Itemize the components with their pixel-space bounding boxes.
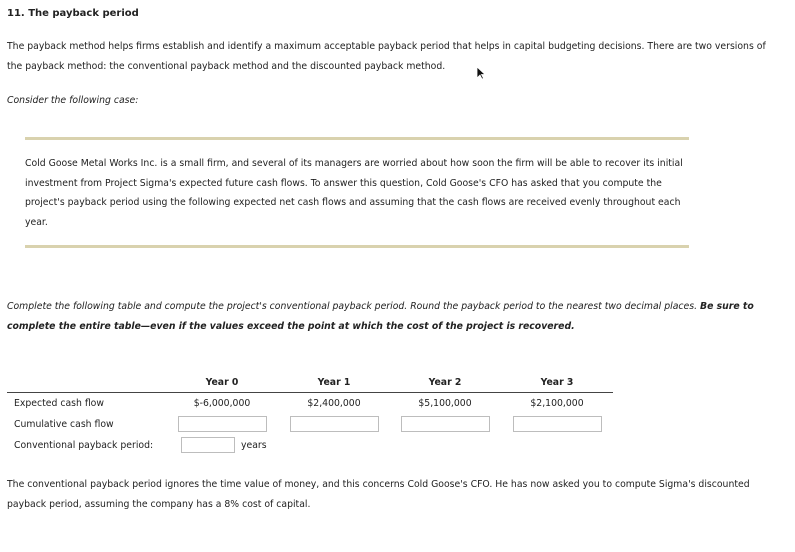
followup-paragraph: The conventional payback period ignores the time value of money, and this concerns Cold Goose's CFO. He has now asked you to compute Sigma's discounted payback period, assuming the company has a 8% cost of capital. xyxy=(7,479,750,510)
header-year-1: Year 1 xyxy=(317,377,351,388)
case-paragraph: Cold Goose Metal Works Inc. is a small firm, and several of its managers are worried about how soon the firm will be able to recover its initial investment from Project Sigma's expected future cash flows. To answer this question, Cold Goose's CFO has asked that you compute the project's payback period using the following expected net cash flows and assuming that the cash flows are received evenly throughout each year. xyxy=(25,158,683,228)
header-year-2: Year 2 xyxy=(428,377,462,388)
cumulative-cash-flow-year-3-input[interactable] xyxy=(513,416,602,432)
mouse-pointer-icon xyxy=(476,66,486,80)
table-header-rule xyxy=(7,392,613,393)
consider-label: Consider the following case: xyxy=(7,95,139,106)
instruction-bold-text: Be sure to complete the entire table—even if the values exceed the point at which the cost of the project is recovered. xyxy=(7,301,754,332)
case-bottom-divider xyxy=(25,245,689,248)
header-year-0: Year 0 xyxy=(205,377,239,388)
cumulative-cash-flow-year-1-input[interactable] xyxy=(290,416,379,432)
payback-period-input[interactable] xyxy=(181,437,235,453)
expected-cash-flow-year-1: $2,400,000 xyxy=(307,398,361,409)
intro-paragraph: The payback method helps firms establish and identify a maximum acceptable payback period that helps in capital budgeting decisions. There are two versions of the payback method: the conventional payback method and the discounted payback method. xyxy=(7,41,766,72)
question-title: 11. The payback period xyxy=(7,8,139,19)
cumulative-cash-flow-year-2-input[interactable] xyxy=(401,416,490,432)
payback-period-label: Conventional payback period: xyxy=(14,440,154,451)
expected-cash-flow-year-2: $5,100,000 xyxy=(418,398,472,409)
cumulative-cash-flow-year-0-input[interactable] xyxy=(178,416,267,432)
expected-cash-flow-label: Expected cash flow xyxy=(14,398,104,409)
payback-unit-label: years xyxy=(241,440,267,451)
expected-cash-flow-year-0: $-6,000,000 xyxy=(193,398,251,409)
instruction-paragraph xyxy=(7,297,782,336)
case-top-divider xyxy=(25,137,689,140)
expected-cash-flow-year-3: $2,100,000 xyxy=(530,398,584,409)
instruction-italic-text: Complete the following table and compute the project's conventional payback period. Round the payback period to the nearest two decimal places. xyxy=(7,301,698,312)
cumulative-cash-flow-label: Cumulative cash flow xyxy=(14,419,114,430)
header-year-3: Year 3 xyxy=(540,377,574,388)
